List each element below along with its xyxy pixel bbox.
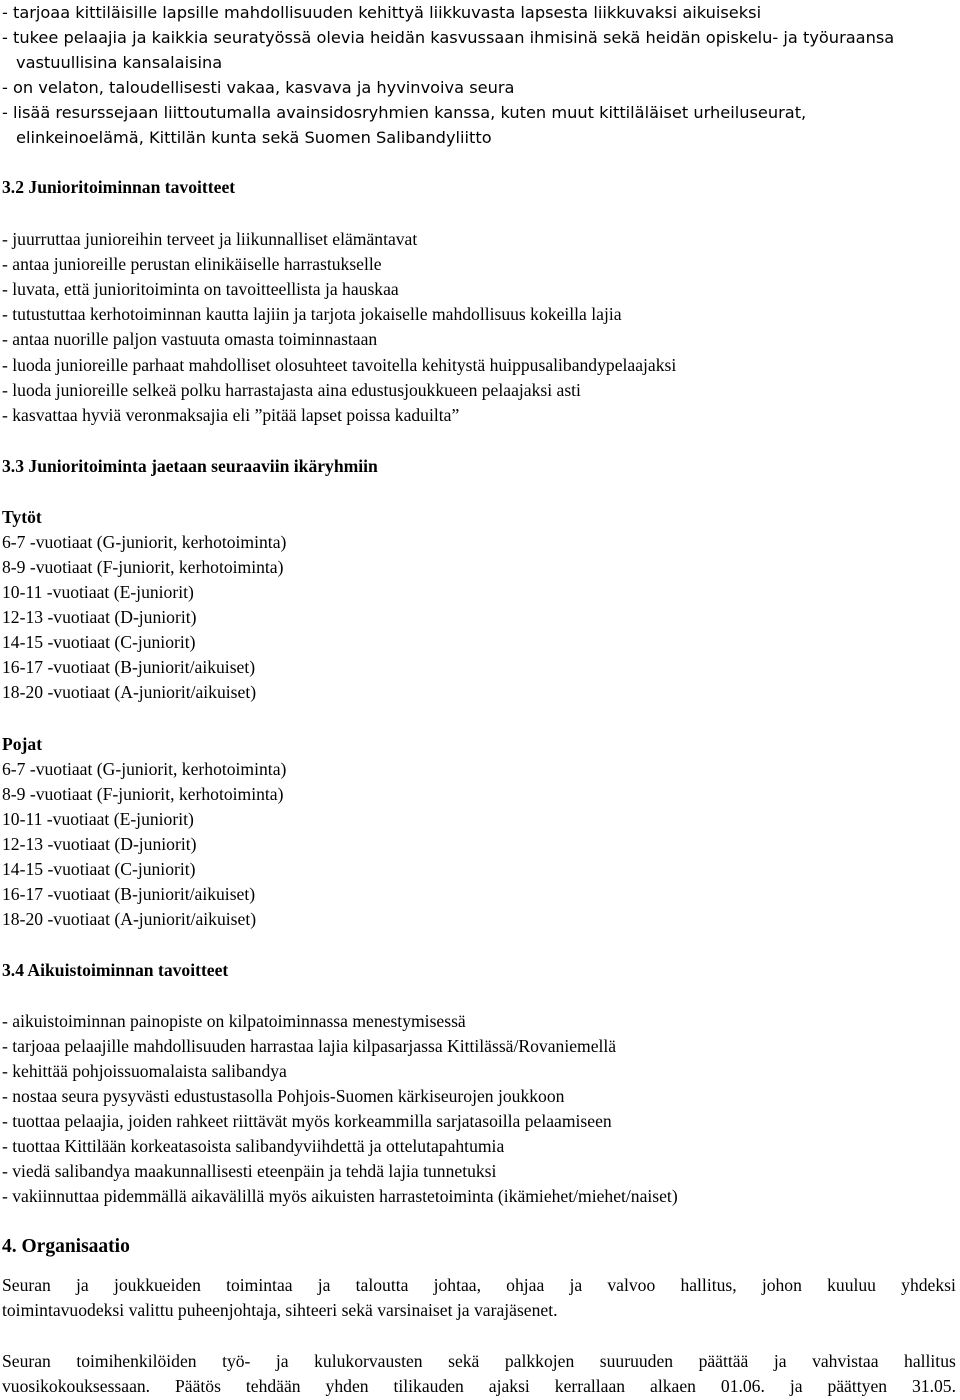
goal-item-continuation: elinkeinoelämä, Kittilän kunta sekä Suomen Salibandyliitto: [16, 128, 492, 147]
boys-age-group: 10-11 -vuotiaat (E-juniorit): [2, 809, 194, 829]
word: ja: [317, 1275, 331, 1295]
boys-age-group: 18-20 -vuotiaat (A-juniorit/aikuiset): [2, 909, 257, 929]
girls-heading: Tytöt: [2, 507, 42, 527]
word: vahvistaa: [812, 1351, 879, 1371]
girls-age-group: 16-17 -vuotiaat (B-juniorit/aikuiset): [2, 657, 256, 677]
adult-goal-item: - aikuistoiminnan painopiste on kilpatoiminnassa menestymisessä: [2, 1011, 466, 1031]
word: yhden: [325, 1376, 369, 1396]
boys-age-group: 12-13 -vuotiaat (D-juniorit): [2, 834, 197, 854]
junior-goal-item: - juurruttaa junioreihin terveet ja liikunnalliset elämäntavat: [2, 229, 418, 249]
word: yhdeksi: [901, 1275, 956, 1295]
goal-item: - tukee pelaajia ja kaikkia seuratyössä olevia heidän kasvussaan ihmisinä sekä heidän opiskelu- ja työuraansa: [2, 28, 895, 47]
word: ja: [76, 1275, 89, 1295]
word: sekä: [448, 1351, 480, 1371]
junior-goal-item: - luoda junioreille selkeä polku harrastajasta aina edustusjoukkueen pelaajaksi asti: [2, 380, 581, 400]
organisation-paragraph-1-line-1: [2, 1274, 956, 1296]
word: alkaen: [650, 1376, 696, 1396]
adult-goal-item: - tarjoaa pelaajille mahdollisuuden harrastaa lajia kilpasarjassa Kittilässä/Rovaniemellä: [2, 1036, 617, 1056]
girls-age-group: 12-13 -vuotiaat (D-juniorit): [2, 607, 197, 627]
adult-goal-item: - viedä salibandya maakunnallisesti eteenpäin ja tehdä lajia tunnetuksi: [2, 1161, 497, 1181]
section-heading-4: 4. Organisaatio: [2, 1236, 130, 1257]
girls-age-group: 8-9 -vuotiaat (F-juniorit, kerhotoiminta): [2, 557, 284, 577]
word: toimihenkilöiden: [76, 1351, 197, 1371]
organisation-paragraph-2-line-1: [2, 1350, 956, 1372]
word: tilikauden: [393, 1376, 464, 1396]
word: Seuran: [2, 1275, 51, 1295]
word: valvoo: [607, 1275, 656, 1295]
word: johtaa,: [433, 1275, 481, 1295]
word: hallitus: [904, 1351, 956, 1371]
word: päättyen: [827, 1376, 888, 1396]
word: ohjaa: [506, 1275, 545, 1295]
junior-goal-item: - tutustuttaa kerhotoiminnan kautta lajiin ja tarjota jokaiselle mahdollisuus kokeilla lajia: [2, 304, 622, 324]
organisation-paragraph-1-line-2: toimintavuodeksi valittu puheenjohtaja, sihteeri sekä varsinaiset ja varajäsenet.: [2, 1300, 558, 1320]
word: kerrallaan: [554, 1376, 626, 1396]
word: ja: [569, 1275, 583, 1295]
word: tehdään: [245, 1376, 301, 1396]
word: ja: [789, 1376, 803, 1396]
girls-age-group: 10-11 -vuotiaat (E-juniorit): [2, 582, 194, 602]
adult-goal-item: - tuottaa Kittilään korkeatasoista salibandyviihdettä ja ottelutapahtumia: [2, 1136, 505, 1156]
word: työ-: [222, 1351, 251, 1371]
word: 01.06.: [720, 1376, 765, 1396]
word: kuuluu: [827, 1275, 876, 1295]
adult-goal-item: - vakiinnuttaa pidemmällä aikavälillä myös aikuisten harrastetoiminta (ikämiehet/miehet/naiset): [2, 1186, 678, 1206]
girls-age-group: 6-7 -vuotiaat (G-juniorit, kerhotoiminta): [2, 532, 287, 552]
girls-age-group: 14-15 -vuotiaat (C-juniorit): [2, 632, 196, 652]
word: ja: [275, 1351, 289, 1371]
word: hallitus,: [680, 1275, 737, 1295]
section-heading-3-3: 3.3 Junioritoiminta jaetaan seuraaviin ikäryhmiin: [2, 456, 378, 476]
word: kulukorvausten: [314, 1351, 423, 1371]
word: palkkojen: [504, 1351, 575, 1371]
boys-heading: Pojat: [2, 734, 43, 754]
goal-item: - tarjoaa kittiläisille lapsille mahdollisuuden kehittyä liikkuvasta lapsesta liikkuvaksi aikuiseksi: [2, 3, 762, 22]
word: vuosikokouksessaan.: [2, 1376, 151, 1396]
word: Seuran: [2, 1351, 51, 1371]
junior-goal-item: - luvata, että junioritoiminta on tavoitteellista ja hauskaa: [2, 279, 399, 299]
boys-age-group: 16-17 -vuotiaat (B-juniorit/aikuiset): [2, 884, 256, 904]
junior-goal-item: - antaa junioreille perustan elinikäiselle harrastukselle: [2, 254, 382, 274]
word: 31.05.: [911, 1376, 956, 1396]
word: ajaksi: [488, 1376, 530, 1396]
girls-age-group: 18-20 -vuotiaat (A-juniorit/aikuiset): [2, 682, 257, 702]
word: ja: [773, 1351, 787, 1371]
adult-goal-item: - kehittää pohjoissuomalaista salibandya: [2, 1061, 287, 1081]
goal-item: - lisää resurssejaan liittoutumalla avainsidosryhmien kanssa, kuten muut kittiläläiset urheiluseurat,: [2, 103, 807, 122]
word: taloutta: [355, 1275, 409, 1295]
junior-goal-item: - luoda junioreille parhaat mahdolliset olosuhteet tavoitella kehitystä huippusalibandypelaajaksi: [2, 355, 677, 375]
goal-item-continuation: vastuullisina kansalaisina: [16, 53, 223, 72]
goal-item: - on velaton, taloudellisesti vakaa, kasvava ja hyvinvoiva seura: [2, 78, 515, 97]
word: suuruuden: [599, 1351, 674, 1371]
word: joukkueiden: [113, 1275, 201, 1295]
adult-goal-item: - tuottaa pelaajia, joiden rahkeet riittävät myös korkeammilla sarjatasoilla pelaamiseen: [2, 1111, 612, 1131]
boys-age-group: 8-9 -vuotiaat (F-juniorit, kerhotoiminta): [2, 784, 284, 804]
word: Päätös: [175, 1376, 221, 1396]
boys-age-group: 14-15 -vuotiaat (C-juniorit): [2, 859, 196, 879]
word: päättää: [698, 1351, 749, 1371]
organisation-paragraph-2-line-2: [2, 1375, 956, 1397]
section-heading-3-2: 3.2 Junioritoiminnan tavoitteet: [2, 177, 236, 197]
junior-goal-item: - kasvattaa hyviä veronmaksajia eli ”pitää lapset poissa kaduilta”: [2, 405, 460, 425]
word: toimintaa: [226, 1275, 293, 1295]
word: johon: [761, 1275, 802, 1295]
section-heading-3-4: 3.4 Aikuistoiminnan tavoitteet: [2, 960, 229, 980]
junior-goal-item: - antaa nuorille paljon vastuuta omasta toiminnastaan: [2, 329, 378, 349]
adult-goal-item: - nostaa seura pysyvästi edustustasolla Pohjois-Suomen kärkiseurojen joukkoon: [2, 1086, 565, 1106]
boys-age-group: 6-7 -vuotiaat (G-juniorit, kerhotoiminta): [2, 759, 287, 779]
